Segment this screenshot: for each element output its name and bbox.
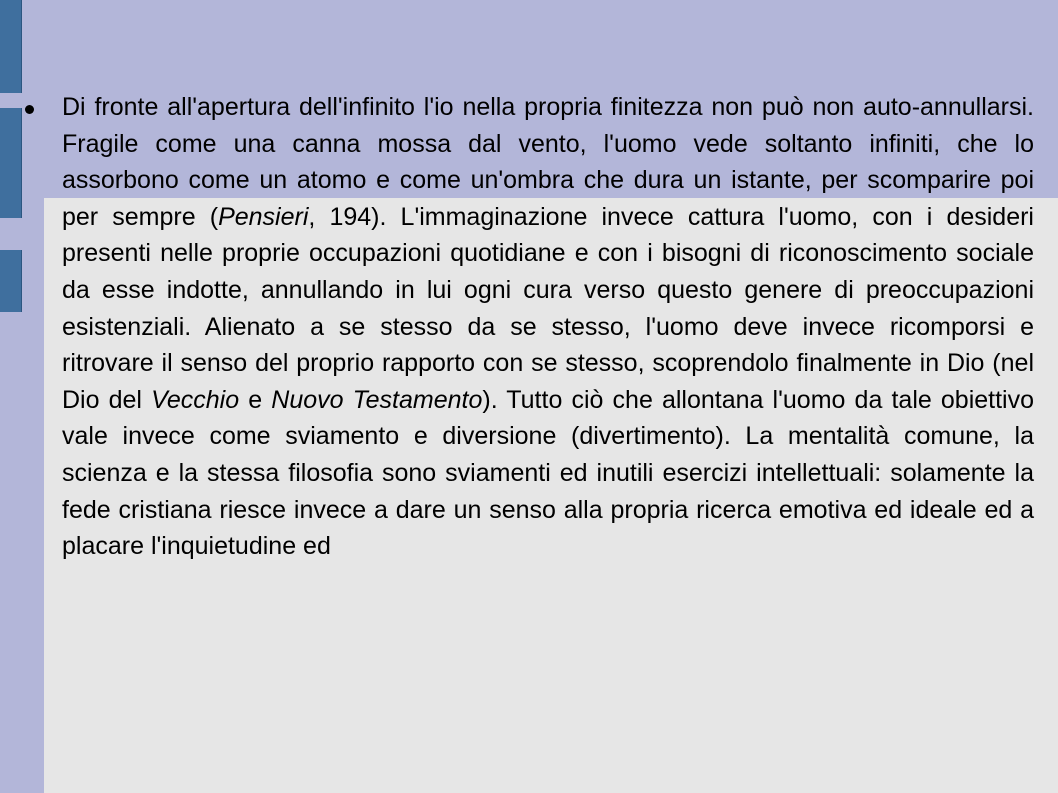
text-segment: e bbox=[239, 385, 272, 414]
italic-title: Vecchio bbox=[151, 385, 240, 414]
text-segment: , 194). L'immaginazione invece cattura l'uomo, con i desideri presenti nelle proprie occupazioni quotidiane e con i bisogni di riconoscimento sociale da esse indotte, annullando in lui ogni cura verso questo genere di preoccupazioni esistenziali. Alienato a se stesso da se stesso, l'uomo deve invece ricomporsi e ritrovare il senso del proprio rapporto con se stesso, scoprendolo finalmente in Dio (nel Dio del bbox=[62, 202, 1034, 414]
text-segment: ). Tutto ciò che allontana l'uomo da tale obiettivo vale invece come sviamento e diversione (divertimento). La mentalità comune, la scienza e la stessa filosofia sono sviamenti ed inutili esercizi intellettuali: solamente la fede cristiana riesce invece a dare un senso alla propria ricerca emotiva ed ideale ed a placare l'inquietudine ed bbox=[62, 385, 1035, 561]
paragraph-text bbox=[62, 89, 1034, 565]
left-accent-bar bbox=[0, 0, 22, 93]
left-accent-bar bbox=[0, 108, 22, 218]
bullet-dot-icon bbox=[25, 105, 34, 114]
italic-title: Pensieri bbox=[218, 202, 309, 231]
text-segment: Di fronte all'apertura dell'infinito l'io nella propria finitezza non può non auto-annullarsi. Fragile come una canna mossa dal vento, l'uomo vede soltanto infiniti, che lo assorbono come un atomo e come un'ombra che dura un istante, per scomparire poi per sempre ( bbox=[62, 93, 1034, 231]
left-accent-bar bbox=[0, 250, 22, 312]
italic-title: Nuovo Testamento bbox=[271, 385, 483, 414]
